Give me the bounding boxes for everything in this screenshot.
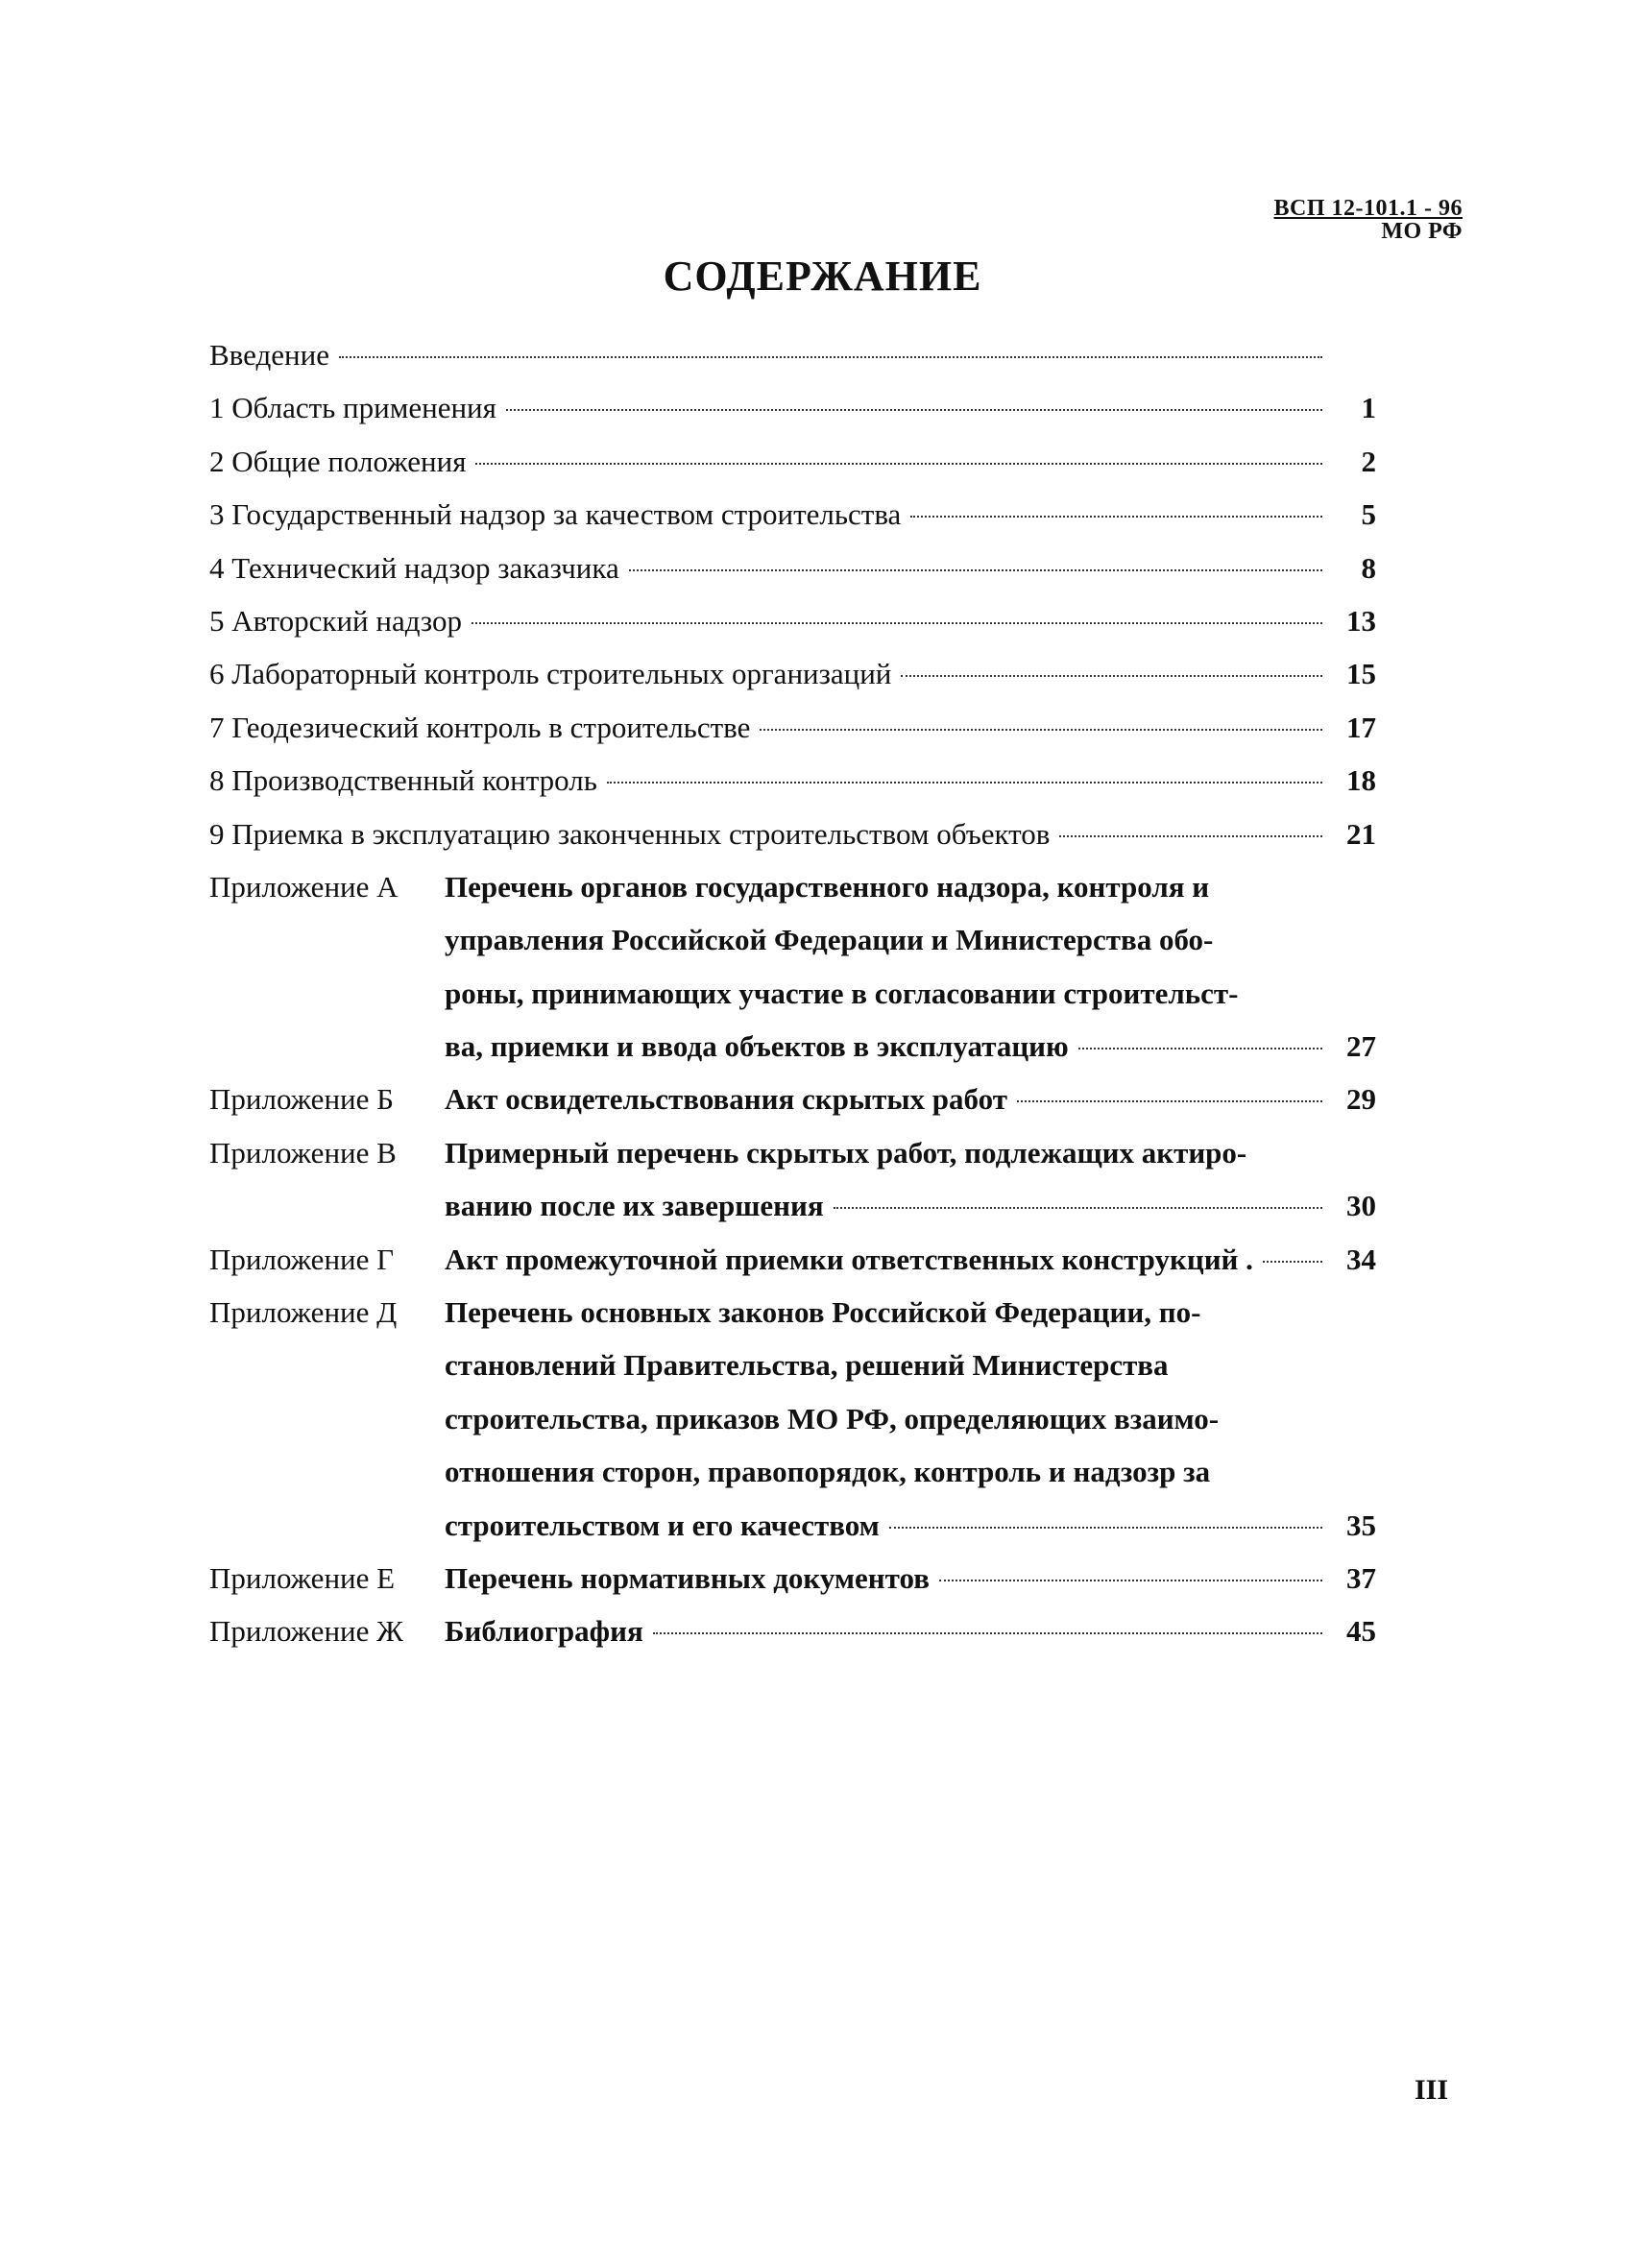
- toc-appendix-line: [209, 1552, 1376, 1604]
- dot-leader: [1263, 1261, 1322, 1263]
- toc-appendix-name: Приложение А: [209, 869, 399, 904]
- toc-entry: [209, 488, 1376, 541]
- toc-entry-title: 7 Геодезический контроль в строительстве: [209, 710, 751, 744]
- toc-appendix-line: [209, 1392, 1376, 1445]
- toc-entry-page: 18: [1346, 763, 1376, 798]
- toc-appendix-line: [209, 860, 1376, 913]
- dot-leader: [339, 356, 1322, 358]
- toc-entry: [209, 542, 1376, 594]
- dot-leader: [629, 569, 1322, 571]
- toc-appendix-page: 37: [1346, 1560, 1376, 1595]
- toc-entry-page: 5: [1361, 497, 1376, 532]
- dot-leader: [1017, 1100, 1322, 1102]
- toc-entry-page: 13: [1346, 603, 1376, 638]
- toc-entry-title: 4 Технический надзор заказчика: [209, 550, 619, 585]
- toc-entry-title: 3 Государственный надзор за качеством строительства: [209, 497, 902, 532]
- toc-appendix-title: Библиография: [445, 1614, 643, 1649]
- toc-appendix: [209, 1552, 1376, 1604]
- toc-entry-title: 5 Авторский надзор: [209, 603, 462, 638]
- toc-entry-title: 8 Производственный контроль: [209, 763, 597, 798]
- toc-appendix-page: 34: [1346, 1242, 1376, 1276]
- dot-leader: [1059, 835, 1322, 837]
- toc-appendix-title: Перечень нормативных документов: [445, 1560, 930, 1595]
- toc-entry-page: 1: [1361, 391, 1376, 425]
- toc-entry: [209, 381, 1376, 434]
- toc-appendix-line: [209, 1233, 1376, 1286]
- toc-entry-page: 8: [1361, 550, 1376, 585]
- organization-code: МО РФ: [1381, 219, 1463, 244]
- toc-appendix-line: [209, 1445, 1376, 1498]
- toc-appendix-line: [209, 1286, 1376, 1339]
- toc-appendix-title: управления Российской Федерации и Министерства обо-: [445, 923, 1214, 957]
- toc-appendix-page: 45: [1346, 1614, 1376, 1649]
- dot-leader: [472, 622, 1322, 624]
- toc-appendix-name: Приложение Ж: [209, 1614, 403, 1649]
- toc-appendix: [209, 1126, 1376, 1233]
- toc-appendix: [209, 1233, 1376, 1286]
- page-title: СОДЕРЖАНИЕ: [663, 253, 982, 300]
- toc-appendix-line: [209, 1339, 1376, 1391]
- toc-appendix-title: роны, принимающих участие в согласовании строительст-: [445, 976, 1239, 1010]
- toc-appendix-name: Приложение В: [209, 1135, 397, 1170]
- toc-entry-title: 9 Приемка в эксплуатацию законченных строительством объектов: [209, 816, 1051, 851]
- toc-appendix: [209, 1604, 1376, 1657]
- toc-entry-page: 21: [1346, 816, 1376, 851]
- toc-entry-page: 17: [1346, 710, 1376, 744]
- toc-appendix-title: отношения сторон, правопорядок, контроль и надзозр за: [445, 1455, 1211, 1489]
- page-number: III: [1414, 2074, 1448, 2106]
- dot-leader: [1078, 1048, 1322, 1050]
- toc-appendix-line: [209, 1020, 1376, 1073]
- toc-entry: [209, 435, 1376, 488]
- toc-entry: [209, 754, 1376, 807]
- toc-appendix-page: 27: [1346, 1029, 1376, 1064]
- toc-entry: [209, 328, 1376, 381]
- toc-sections: [209, 328, 1376, 860]
- toc-appendix-name: Приложение Б: [209, 1082, 394, 1117]
- document-code-block: [1274, 197, 1464, 243]
- toc-appendix-line: [209, 1073, 1376, 1125]
- toc-entry: [209, 594, 1376, 647]
- document-code: ВСП 12-101.1 - 96: [1273, 196, 1463, 221]
- toc-entry: [209, 808, 1376, 860]
- toc-entry-title: 2 Общие положения: [209, 444, 467, 478]
- toc-appendix-title: ва, приемки и ввода объектов в эксплуатацию: [445, 1029, 1069, 1064]
- toc-entry-title: Введение: [209, 338, 329, 372]
- toc-appendix-title: становлений Правительства, решений Министерства: [445, 1348, 1169, 1383]
- dot-leader: [834, 1207, 1322, 1209]
- dot-leader: [475, 463, 1322, 465]
- toc-entry: [209, 647, 1376, 700]
- toc-appendix-title: ванию после их завершения: [445, 1189, 824, 1223]
- toc-entry-title: 1 Область применения: [209, 391, 496, 425]
- toc-entry-page: 15: [1346, 657, 1376, 691]
- toc-appendix-line: [209, 1126, 1376, 1179]
- toc-appendix-title: Перечень органов государственного надзора, контроля и: [445, 869, 1210, 904]
- toc-appendix-title: Акт освидетельствования скрытых работ: [445, 1082, 1007, 1117]
- toc-appendix-page: 29: [1346, 1082, 1376, 1117]
- toc-appendix-line: [209, 1499, 1376, 1552]
- dot-leader: [901, 675, 1322, 677]
- toc-entry-title: 6 Лабораторный контроль строительных организаций: [209, 657, 892, 691]
- toc-appendix-line: [209, 1179, 1376, 1232]
- toc-appendices: [209, 860, 1376, 1658]
- toc-appendix-name: Приложение Е: [209, 1560, 396, 1595]
- toc-appendix: [209, 1286, 1376, 1552]
- toc-appendix-title: Примерный перечень скрытых работ, подлежащих актиро-: [445, 1135, 1247, 1170]
- toc-appendix-line: [209, 967, 1376, 1020]
- toc-appendix-title: Акт промежуточной приемки ответственных конструкций .: [445, 1242, 1253, 1276]
- toc-appendix: [209, 1073, 1376, 1125]
- toc-appendix-page: 35: [1346, 1508, 1376, 1542]
- toc-appendix-title: строительства, приказов МО РФ, определяющих взаимо-: [445, 1401, 1220, 1436]
- dot-leader: [607, 782, 1322, 784]
- toc-appendix-title: Перечень основных законов Российской Федерации, по-: [445, 1295, 1201, 1330]
- toc-appendix-page: 30: [1346, 1189, 1376, 1223]
- toc-appendix: [209, 860, 1376, 1074]
- toc-entry: [209, 701, 1376, 754]
- toc-appendix-line: [209, 913, 1376, 966]
- dot-leader: [653, 1632, 1322, 1634]
- dot-leader: [939, 1580, 1322, 1581]
- toc-appendix-name: Приложение Г: [209, 1242, 395, 1276]
- dot-leader: [889, 1527, 1322, 1529]
- toc-appendix-title: строительством и его качеством: [445, 1508, 880, 1542]
- dot-leader: [910, 516, 1322, 518]
- table-of-contents: [209, 328, 1376, 1658]
- dot-leader: [506, 409, 1322, 411]
- dot-leader: [760, 729, 1322, 731]
- toc-appendix-line: [209, 1604, 1376, 1657]
- toc-appendix-name: Приложение Д: [209, 1295, 398, 1330]
- toc-entry-page: 2: [1361, 444, 1376, 478]
